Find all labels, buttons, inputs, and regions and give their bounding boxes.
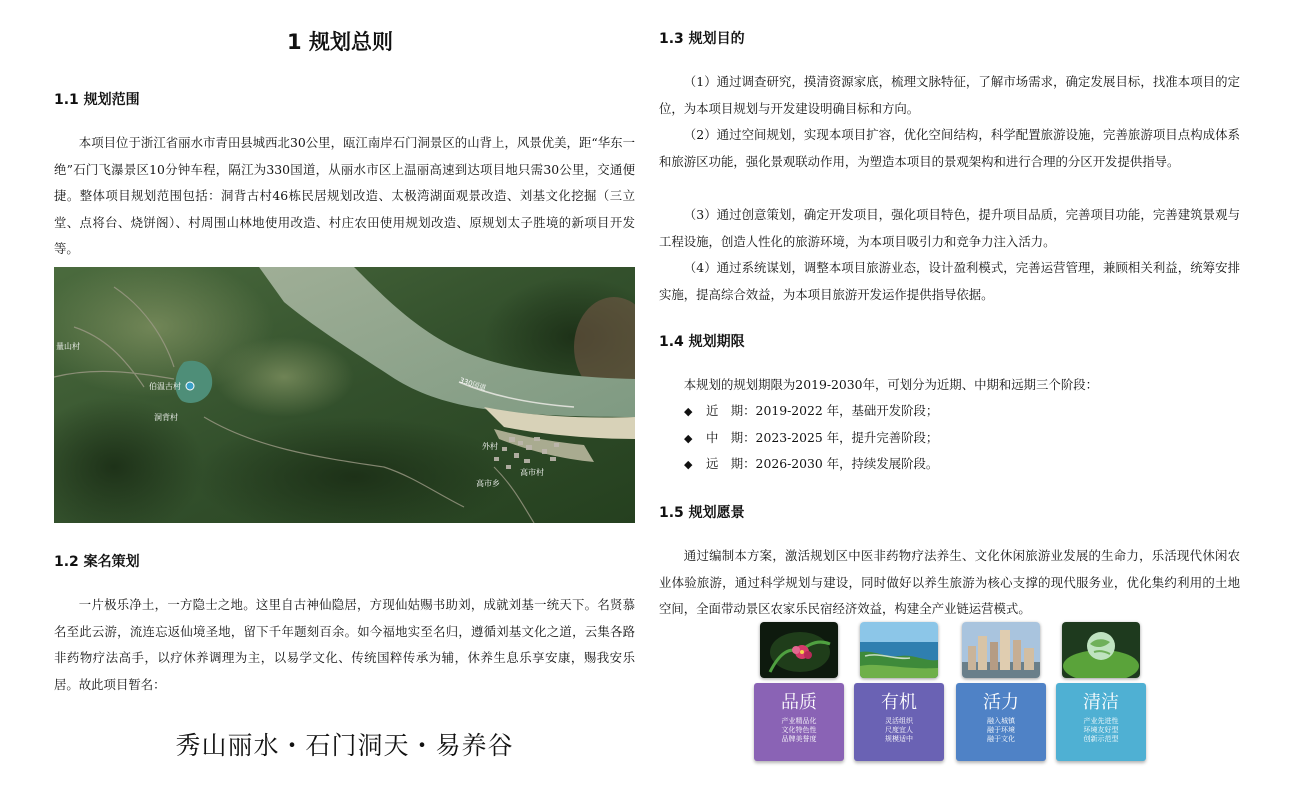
card-line: 文化特色性 [781,726,817,734]
satellite-map [54,267,635,523]
heading-1-2: 1.2 案名策划 [54,554,140,570]
purpose-paragraph-2: （2）通过空间规划，实现本项目扩容，优化空间结构，科学配置旅游设施，完善旅游项目点构成体系和旅游区功能，强化景观联动作用，为塑造本项目的景观架构和进行合理的分区开发提供指导。 [659,127,1240,169]
card-box [754,683,844,761]
vision-card-clean [1056,622,1146,761]
card-line: 创新示范型 [1083,735,1119,743]
heading-1-1: 1.1 规划范围 [54,92,140,108]
card-title: 品质 [781,692,817,713]
card-box [854,683,944,761]
naming-paragraph: 一片极乐净土，一方隐士之地。这里自古神仙隐居，方现仙姑赐书助刘，成就刘基一统天下。名贤慕名至此云游，流连忘返仙境圣地，留下千年题刻百余。如今福地实至名归，遵循刘基文化之道，云集各路非药物疗法高手，以疗休养调理为主，以易学文化、传统国粹传承为辅，休养生息乐享安康，赐我安乐居。故此项目暂名： [54,597,635,692]
diamond-bullet-icon: ◆ [684,432,693,445]
map-label-bowen: 伯温古村 [149,382,181,391]
map-label-waicun: 外村 [482,442,498,451]
card-line: 环境友好型 [1083,726,1119,734]
card-line: 产业先进性 [1083,717,1119,725]
heading-1-4: 1.4 规划期限 [659,334,745,350]
heading-1-5: 1.5 规划愿景 [659,505,745,521]
diamond-bullet-icon: ◆ [684,458,693,471]
map-image [54,267,635,523]
scope-paragraph: 本项目位于浙江省丽水市青田县城西北30公里，瓯江南岸石门洞景区的山背上，风景优美，距“华东一绝”石门飞瀑景区10分钟车程，隔江为330国道，从丽水市区上温丽高速到达项目地只需30公里，交通便捷。整体项目规划范围包括：洞背古村46栋民居规划改造、太极湾湖面观景改造、刘基文化挖掘（三立堂、点将台、烧饼阁）、村周围山林地使用改造、村庄农田使用规划改造、原规划太子胜境的新项目开发等。 [54,135,635,256]
vision-card-vitality [956,622,1046,761]
purpose-paragraph-4: （4）通过系统谋划，调整本项目旅游业态，设计盈利模式，完善运营管理，兼顾相关利益，统筹安排实施，提高综合效益，为本项目旅游开发运作提供指导依据。 [659,260,1240,302]
card-line: 规模适中 [885,735,913,743]
period-item-near: ◆ 近 期：2019-2022 年，基础开发阶段； [684,398,938,426]
map-label-dongbei: 洞背村 [154,413,178,422]
page-title: 1 规划总则 [287,30,393,54]
vision-card-quality [754,622,844,761]
card-line: 产业精品化 [781,717,817,725]
card-title: 有机 [881,692,917,713]
vision-paragraph: 通过编制本方案，激活规划区中医非药物疗法养生、文化休闲旅游业发展的生命力，乐活现代休闲农业体验旅游，通过科学规划与建设，同时做好以养生旅游为核心支撑的现代服务业，优化集约利用的土地空间，全面带动景区农家乐民宿经济效益，构建全产业链运营模式。 [659,548,1240,616]
heading-1-3: 1.3 规划目的 [659,31,745,47]
globe-leaf-photo [1062,622,1140,678]
card-box [1056,683,1146,761]
diamond-bullet-icon: ◆ [684,405,693,418]
card-line: 融于环境 [987,726,1015,734]
purpose-paragraph-3: （3）通过创意策划，确定开发项目，强化项目特色，提升项目品质，完善项目功能，完善建筑景观与工程设施，创造人性化的旅游环境，为本项目吸引力和竞争力注入活力。 [659,207,1240,249]
period-item-mid: ◆ 中 期：2023-2025 年，提升完善阶段； [684,425,938,453]
card-box [956,683,1046,761]
map-label-liangshan: 量山村 [56,342,80,351]
period-intro: 本规划的规划期限为2019-2030年，可划分为近期、中期和远期三个阶段： [683,377,1098,392]
vision-card-organic [854,622,944,761]
card-title: 清洁 [1083,692,1119,713]
card-line: 灵活组织 [885,717,913,725]
card-line: 融入城镇 [987,717,1015,725]
city-photo [962,622,1040,678]
coast-photo [860,622,938,678]
card-line: 品牌美誉度 [781,735,817,743]
card-line: 融于文化 [987,735,1015,743]
flower-photo [760,622,838,678]
period-item-far: ◆ 远 期：2026-2030 年，持续发展阶段。 [684,451,938,479]
purpose-paragraph-1: （1）通过调查研究，摸清资源家底，梳理文脉特征，了解市场需求，确定发展目标，找准本项目的定位，为本项目规划与开发建设明确目标和方向。 [659,74,1240,116]
card-title: 活力 [983,692,1019,713]
card-line: 尺度宜人 [885,726,913,734]
map-label-gaoshi-village: 高市村 [520,468,544,477]
map-label-gaoshi-town: 高市乡 [476,479,500,488]
map-label-road: 330国道 [458,376,487,393]
project-slogan: 秀山丽水・石门洞天・易养谷 [175,731,514,760]
